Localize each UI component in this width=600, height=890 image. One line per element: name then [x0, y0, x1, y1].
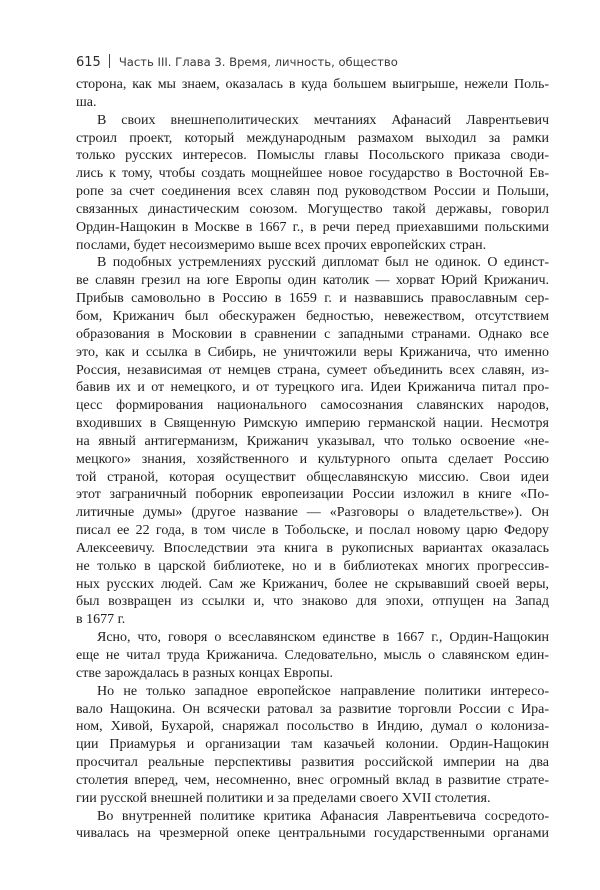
running-header: [76, 54, 398, 70]
text-line: только русских интересов. Помыслы главы Посольского приказа своди-: [76, 148, 549, 164]
text-line: Ясно, что, говоря о всеславянском единстве в 1667 г., Ордин-Нащокин: [97, 630, 549, 646]
text-line: цесс формирования национального самосознания славянских народов,: [76, 398, 549, 414]
text-line: мецкого» знания, хозяйственного и культурного опыта сделает Россию: [76, 451, 549, 467]
text-line: ропе за счет соединения всех славян под руководством России и Польши,: [76, 184, 549, 200]
text-line: Алексеевичу. Впоследствии эта книга в рукописных вариантах оказалась: [76, 540, 549, 556]
text-line: еще не читал труда Крижанича. Следовательно, мысль о славянском един-: [76, 648, 549, 663]
text-line: бавив их и от немецкого, и от турецкого ига. Идеи Крижанича питал про-: [76, 380, 549, 396]
text-line: образования в Московии в сравнении с западными странами. Однако все: [76, 326, 549, 342]
text-line: вало Нащокина. Он всячески ратовал за развитие торговли России с Ира-: [76, 701, 549, 717]
text-line: лись к тому, чтобы создать мощнейшее новое государство в Восточной Ев-: [76, 166, 549, 182]
text-line: сторона, как мы знаем, оказалась в куда большем выигрыше, нежели Поль-: [76, 77, 549, 92]
text-line: это, как и ссылка в Сибирь, не уничтожили веры Крижанича, что именно: [76, 344, 549, 360]
text-line: ша.: [76, 94, 97, 110]
text-line: Прибыв самовольно в Россию в 1659 г. и назвавшись православным сер-: [76, 291, 549, 307]
text-line: строил проект, который международным размахом выходил за рамки: [76, 130, 549, 146]
text-line: бом, Крижанич был обескуражен бедностью, невежеством, отсутствием: [76, 308, 549, 324]
text-line: на явный антигерманизм, Крижанич указывал, что только освоение «не-: [76, 433, 549, 449]
text-line: ции Приамурья и организации там казачьей колонии. Ордин-Нащокин: [76, 737, 549, 753]
text-line: Россия, независимая от немцев страна, сумеет объединить всех славян, из-: [76, 362, 549, 378]
text-line: Во внутренней политике критика Афанасия Лаврентьевича сосредото-: [97, 808, 549, 824]
text-line: входивших в Священную Римскую империю германской нации. Несмотря: [76, 416, 549, 432]
text-line: был возвращен из ссылки и, что знаково для эпохи, отпущен на Запад: [76, 594, 549, 610]
text-line: стве зарождалась в разных концах Европы.: [76, 665, 334, 681]
text-line: гии русской внешней политики и за пределами своего XVII столетия.: [76, 790, 491, 806]
text-line: связанных династическим союзом. Могущество такой державы, говорил: [76, 201, 549, 217]
text-line: послами, будет несоизмеримо выше всех прочих европейских стран.: [76, 237, 487, 253]
text-line: просчитал реальные перспективы развития российской империи на два: [76, 755, 549, 771]
header-divider: [109, 54, 110, 68]
text-line: ном, Хивой, Бухарой, снаряжал посольство в Индию, думал о колониза-: [76, 719, 549, 735]
text-line: в 1677 г.: [76, 612, 126, 628]
text-line: чивалась на чрезмерной опеке центральными государственными органами: [76, 826, 549, 842]
text-line: ных русских людей. Сам же Крижанич, более не скрывавший своей веры,: [76, 576, 549, 592]
text-line: той страной, которая осуществит общеславянскую миссию. Свои идеи: [76, 469, 549, 485]
body-text: [76, 76, 549, 843]
text-line: Но не только западное европейское направление политики интересо-: [97, 683, 549, 699]
running-title: Часть III. Глава 3. Время, личность, общество: [118, 55, 398, 69]
text-line: не только в царской библиотеке, но и в библиотеках многих прогрессив-: [76, 558, 549, 574]
text-line: В подобных устремлениях русский дипломат был не одинок. О единст-: [97, 255, 549, 271]
text-line: литичные думы» (другое название — «Разговоры о владетельстве»). Он: [76, 505, 549, 521]
text-line: этот заграничный поборник европеизации России изложил в книге «По-: [76, 487, 549, 503]
page-number: 615: [76, 55, 101, 70]
text-line: столетия вперед, чем, несомненно, внес огромный вклад в развитие страте-: [76, 772, 549, 788]
text-line: Ордин-Нащокин в Москве в 1667 г., в речи перед приехавшими польскими: [76, 219, 549, 235]
text-line: ве славян грезил на юге Европы один католик — хорват Юрий Крижанич.: [76, 273, 549, 289]
text-line: В своих внешнеполитических мечтаниях Афанасий Лаврентьевич: [97, 112, 549, 128]
text-line: писал ее 22 года, в том числе в Тобольске, и послал новому царю Федору: [76, 523, 549, 539]
